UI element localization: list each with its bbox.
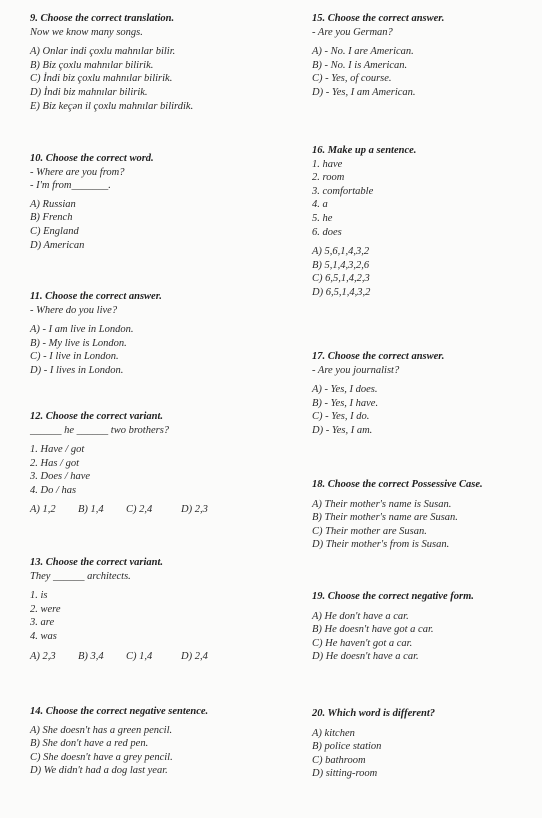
question-13 [30,556,292,663]
answer-c: C) 2,4 [126,503,153,515]
option-a: A) - No. I are American. [312,46,414,58]
question-9 [30,12,292,113]
item-3: 3. are [30,617,55,629]
question-prompt: - Where do you live? [30,304,118,316]
question-20 [312,707,534,781]
question-prompt: ______ he ______ two brothers? [30,424,170,436]
option-d: D) İndi biz mahnılar bilirik. [30,86,148,98]
item-2: 2. were [30,603,61,615]
question-title: 14. Choose the correct negative sentence. [30,706,209,717]
answer-d: D) 2,3 [181,503,208,515]
option-d: D) 6,5,1,4,3,2 [312,286,371,298]
question-title: 15. Choose the correct answer. [312,13,445,24]
option-a: A) He don't have a car. [312,610,409,622]
option-a: A) She doesn't has a green pencil. [30,724,173,736]
question-18 [312,478,534,552]
question-title: 19. Choose the correct negative form. [312,591,474,602]
option-a: A) 5,6,1,4,3,2 [312,246,370,258]
question-12 [30,410,292,516]
option-b: B) He doesn't have got a car. [312,624,434,636]
item-2: 2. Has / got [30,457,80,469]
item-3: 3. comfortable [312,185,374,197]
question-prompt: - Where are you from? [30,166,125,178]
answer-c: C) 1,4 [126,650,153,662]
option-b: B) French [30,212,73,224]
option-b: B) Biz çoxlu mahnılar bilirik. [30,59,154,71]
question-14 [30,705,292,778]
option-a: A) Onlar indi çoxlu mahnılar bilir. [30,46,176,58]
option-d: D) We didn't had a dog last year. [30,765,168,777]
option-a: A) Their mother's name is Susan. [312,498,452,510]
answer-d: D) 2,4 [181,650,208,662]
item-1: 1. Have / got [30,444,85,456]
option-b: B) - No. I is American. [312,59,408,71]
option-c: C) England [30,225,79,237]
question-title: 13. Choose the correct variant. [30,557,163,568]
item-2: 2. room [312,172,345,184]
answer-a: A) 2,3 [30,650,56,662]
option-b: B) Their mother's name are Susan. [312,512,458,524]
option-d: D) - Yes, I am. [312,424,373,436]
option-d: D) - Yes, I am American. [312,86,416,98]
option-a: A) - Yes, I does. [312,384,378,396]
option-c: C) Their mother are Susan. [312,525,427,537]
question-prompt: They ______ architects. [30,570,131,582]
option-c: C) - I live in London. [30,351,119,363]
option-c: C) He haven't got a car. [312,637,413,649]
answer-b: B) 3,4 [78,650,104,662]
option-b: B) She don't have a red pen. [30,738,149,750]
item-1: 1. is [30,590,48,602]
question-16 [312,144,534,300]
question-blank: - I'm from_______. [30,180,111,192]
option-c: C) bathroom [312,754,366,766]
question-title: 10. Choose the correct word. [30,153,154,164]
question-10 [30,152,292,252]
option-b: B) - My live is London. [30,337,127,349]
question-title: 16. Make up a sentence. [312,145,417,156]
item-6: 6. does [312,226,342,238]
option-a: A) kitchen [312,727,355,739]
answer-row [30,650,292,664]
question-title: 12. Choose the correct variant. [30,411,163,422]
question-title: 18. Choose the correct Possessive Case. [312,479,483,490]
option-d: D) He doesn't have a car. [312,651,419,663]
option-c: C) - Yes, of course. [312,73,392,85]
question-title: 9. Choose the correct translation. [30,13,175,24]
option-b: B) 5,1,4,3,2,6 [312,259,370,271]
item-4: 4. was [30,630,57,642]
question-prompt: - Are you journalist? [312,364,400,376]
answer-row [30,503,292,517]
question-17 [312,350,534,438]
question-15 [312,12,534,100]
item-4: 4. Do / has [30,484,77,496]
question-11 [30,290,292,378]
question-title: 11. Choose the correct answer. [30,291,162,302]
option-c: C) İndi biz çoxlu mahnılar bilirik. [30,73,173,85]
option-c: C) She doesn't have a grey pencil. [30,751,173,763]
option-b: B) police station [312,741,382,753]
question-prompt: Now we know many songs. [30,26,143,38]
option-d: D) Their mother's from is Susan. [312,539,450,551]
option-a: A) - I am live in London. [30,324,134,336]
question-title: 20. Which word is different? [312,708,436,719]
option-c: C) - Yes, I do. [312,411,370,423]
item-4: 4. a [312,199,328,211]
question-19 [312,590,534,664]
option-d: D) - I lives in London. [30,364,124,376]
option-e: E) Biz keçən il çoxlu mahnılar bilirdik. [30,100,194,112]
option-d: D) American [30,239,85,251]
question-title: 17. Choose the correct answer. [312,351,445,362]
question-prompt: - Are you German? [312,26,393,38]
answer-b: B) 1,4 [78,503,104,515]
option-d: D) sitting-room [312,768,378,780]
answer-a: A) 1,2 [30,503,56,515]
option-a: A) Russian [30,198,76,210]
item-1: 1. have [312,158,343,170]
item-5: 5. he [312,212,333,224]
option-b: B) - Yes, I have. [312,397,379,409]
item-3: 3. Does / have [30,471,91,483]
option-c: C) 6,5,1,4,2,3 [312,273,370,285]
